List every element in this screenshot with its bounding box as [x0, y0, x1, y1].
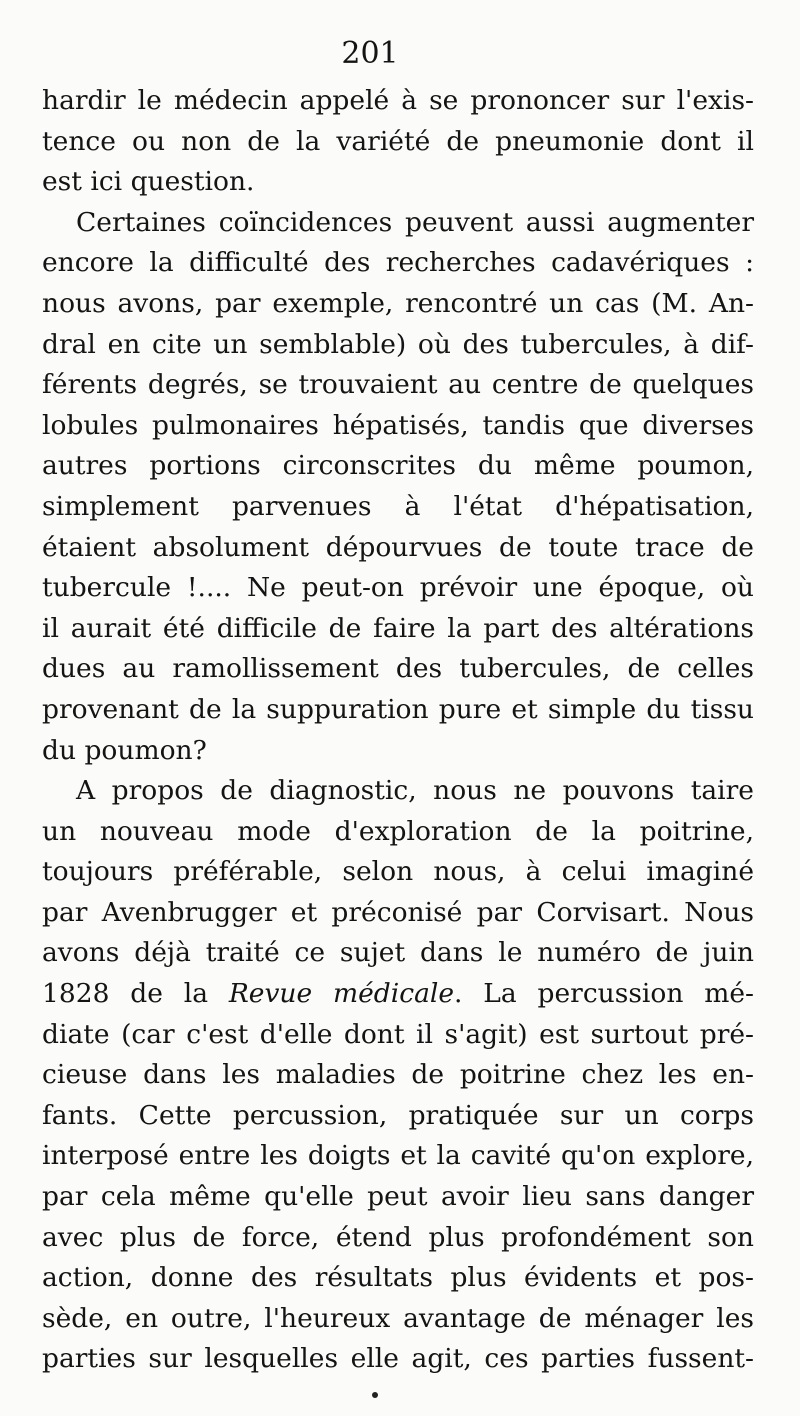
text-line: parties sur lesquelles elle agit, ces parties fussent- [42, 1343, 754, 1375]
text-line: toujours préférable, selon nous, à celui imaginé [42, 856, 754, 888]
text-line: cieuse dans les maladies de poitrine chez les en- [42, 1059, 754, 1091]
text-line: tence ou non de la variété de pneumonie dont il [42, 125, 754, 157]
text-line: tubercule !.... Ne peut-on prévoir une époque, où [42, 572, 754, 604]
text-line: Certaines coïncidences peuvent aussi augmenter [76, 206, 754, 238]
text-line: est ici question. [42, 166, 255, 198]
text-line: encore la difficulté des recherches cadavériques : [42, 247, 754, 279]
text-line: étaient absolument dépourvues de toute trace de [42, 531, 754, 563]
text-line: sède, en outre, l'heureux avantage de ménager les [42, 1302, 754, 1334]
journal-title: Revue médicale [228, 978, 455, 1010]
text-line: interposé entre les doigts et la cavité qu'on explore, [42, 1140, 754, 1172]
body-text [42, 81, 754, 1380]
text-segment: 1828 de la [42, 978, 229, 1010]
text-line: un nouveau mode d'exploration de la poitrine, [42, 815, 754, 847]
text-line: férents degrés, se trouvaient au centre de quelques [42, 369, 754, 401]
text-line [42, 974, 754, 1015]
text-line: provenant de la suppuration pure et simple du tissu [42, 693, 754, 725]
page-number: 201 [341, 36, 399, 71]
text-line: dral en cite un semblable) où des tubercules, à dif- [42, 328, 754, 360]
text-line: lobules pulmonaires hépatisés, tandis que diverses [42, 409, 754, 441]
text-line: il aurait été difficile de faire la part des altérations [42, 612, 754, 644]
text-line: A propos de diagnostic, nous ne pouvons taire [76, 775, 754, 807]
text-line: fants. Cette percussion, pratiquée sur un corps [42, 1099, 754, 1131]
text-line: diate (car c'est d'elle dont il s'agit) est surtout pré- [42, 1018, 754, 1050]
text-line: avons déjà traité ce sujet dans le numéro de juin [42, 937, 754, 969]
text-line: action, donne des résultats plus évidents et pos- [42, 1262, 754, 1294]
text-line: du poumon? [42, 734, 207, 766]
text-line: hardir le médecin appelé à se prononcer sur l'exis- [42, 85, 754, 116]
text-line: par cela même qu'elle peut avoir lieu sans danger [42, 1181, 754, 1213]
ink-dot [372, 1392, 378, 1398]
text-line: avec plus de force, étend plus profondément son [42, 1221, 754, 1253]
text-line: autres portions circonscrites du même poumon, [42, 450, 754, 482]
text-line: par Avenbrugger et préconisé par Corvisart. Nous [42, 896, 754, 928]
text-segment: . La percussion mé- [454, 978, 754, 1010]
text-line: dues au ramollissement des tubercules, de celles [42, 653, 754, 685]
text-line: simplement parvenues à l'état d'hépatisation, [42, 490, 754, 522]
text-line: nous avons, par exemple, rencontré un cas (M. An- [42, 287, 754, 319]
